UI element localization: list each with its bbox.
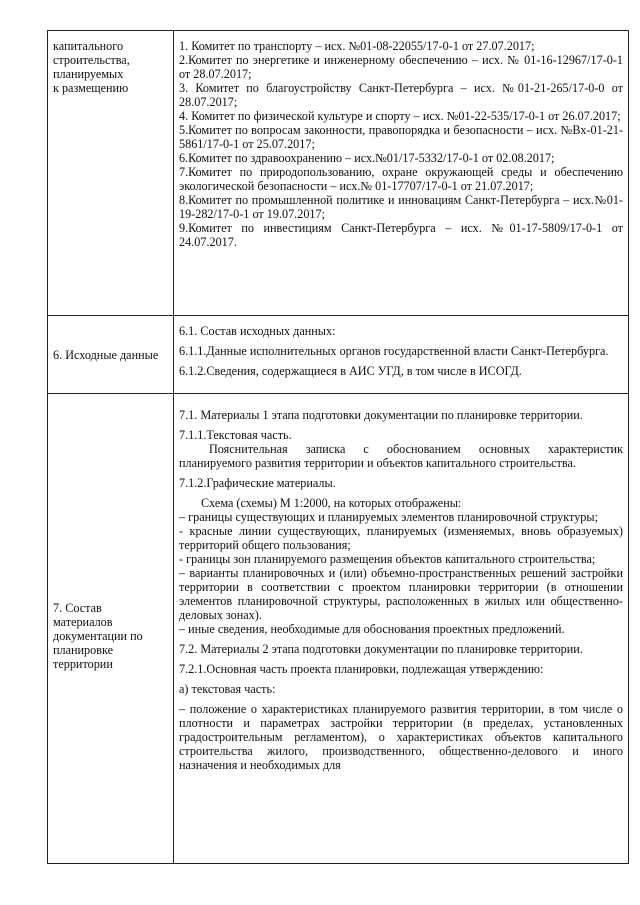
list-item: Пояснительная записка с обоснованием основных характеристик планируемого развития территории и объектов капитального строительства.	[179, 442, 623, 470]
label-line: к размещению	[53, 81, 129, 95]
label-line: планируемых	[53, 67, 124, 81]
list-item: - красные линии существующих, планируемых (изменяемых, вновь образуемых) территорий общего пользования;	[179, 524, 623, 552]
list-item: 1. Комитет по транспорту – исх. №01-08-22055/17-0-1 от 27.07.2017;	[179, 39, 535, 53]
label-line: 7. Состав	[53, 601, 102, 615]
list-item: 9.Комитет по инвестициям Санкт-Петербурга – исх. №01-17-5809/17-0-1 от 24.07.2017.	[179, 221, 623, 249]
list-item: 6.1.1.Данные исполнительных органов государственной власти Санкт-Петербурга.	[179, 344, 609, 358]
list-item: 3. Комитет по благоустройству Санкт-Петербурга – исх. №01-21-265/17-0-0 от 28.07.2017;	[179, 81, 623, 109]
list-item: 4. Комитет по физической культуре и спорту – исх. №01-22-535/17-0-1 от 26.07.2017;	[179, 109, 621, 123]
list-item: 7.1.2.Графические материалы.	[179, 476, 336, 490]
row-label-cell	[48, 316, 174, 394]
table-row	[48, 316, 629, 394]
label-line: территории	[53, 657, 113, 671]
list-item: – иные сведения, необходимые для обоснования проектных предложений.	[179, 622, 565, 636]
list-item: – положение о характеристиках планируемого развития территории, в том числе о плотности и параметрах застройки территории (в пределах, установленных градостроительным регламентом), о характеристиках объектов капитального строительства жилого, производственного, общественно-делового и иного назначения и необходимых для	[179, 702, 623, 772]
row-label-cell	[48, 394, 174, 864]
label-line: капитального	[53, 39, 124, 53]
list-item: – границы существующих и планируемых элементов планировочной структуры;	[179, 510, 598, 524]
list-item: 5.Комитет по вопросам законности, правопорядка и безопасности – исх. №Вх-01-21-5861/17-0-1 от 25.07.2017;	[179, 123, 623, 151]
label-line: строительства,	[53, 53, 130, 67]
label-line: материалов	[53, 615, 113, 629]
table-row	[48, 394, 629, 864]
row-content-cell	[174, 394, 629, 864]
list-item: 7.2.1.Основная часть проекта планировки, подлежащая утверждению:	[179, 662, 544, 676]
label-line: планировке	[53, 643, 114, 657]
list-item: 6.Комитет по здравоохранению – исх.№01/17-5332/17-0-1 от 02.08.2017;	[179, 151, 555, 165]
list-item: 7.Комитет по природопользованию, охране окружающей среды и обеспечению экологической безопасности – исх.№ 01-17707/17-0-1 от 21.07.2017;	[179, 165, 623, 193]
table-row	[48, 31, 629, 316]
list-item: 8.Комитет по промышленной политике и инновациям Санкт-Петербурга – исх.№01-19-282/17-0-1 от 19.07.2017;	[179, 193, 623, 221]
list-item: 2.Комитет по энергетике и инженерному обеспечению – исх. № 01-16-12967/17-0-1 от 28.07.2017;	[179, 53, 623, 81]
list-item: 6.1. Состав исходных данных:	[179, 324, 336, 338]
list-item: 7.1.1.Текстовая часть.	[179, 428, 292, 442]
section-label: 6. Исходные данные	[53, 347, 159, 362]
list-item: а) текстовая часть:	[179, 682, 276, 696]
label-line: документации по	[53, 629, 143, 643]
list-item: 6.1.2.Сведения, содержащиеся в АИС УГД, в том числе в ИСОГД.	[179, 364, 522, 378]
row-label-cell	[48, 31, 174, 316]
row-content-cell	[174, 31, 629, 316]
row-content-cell	[174, 316, 629, 394]
list-item: - границы зон планируемого размещения объектов капитального строительства;	[179, 552, 596, 566]
requirements-table	[47, 30, 629, 864]
list-item: Схема (схемы) М 1:2000, на которых отображены:	[201, 496, 462, 510]
list-item: – варианты планировочных и (или) объемно-пространственных решений застройки территории в соответствии с проектом планировки территории (в отношении элементов планировочной структуры, расположенных в жилых или общественно-деловых зонах).	[179, 566, 623, 622]
list-item: 7.2. Материалы 2 этапа подготовки документации по планировке территории.	[179, 642, 583, 656]
list-item: 7.1. Материалы 1 этапа подготовки документации по планировке территории.	[179, 408, 583, 422]
